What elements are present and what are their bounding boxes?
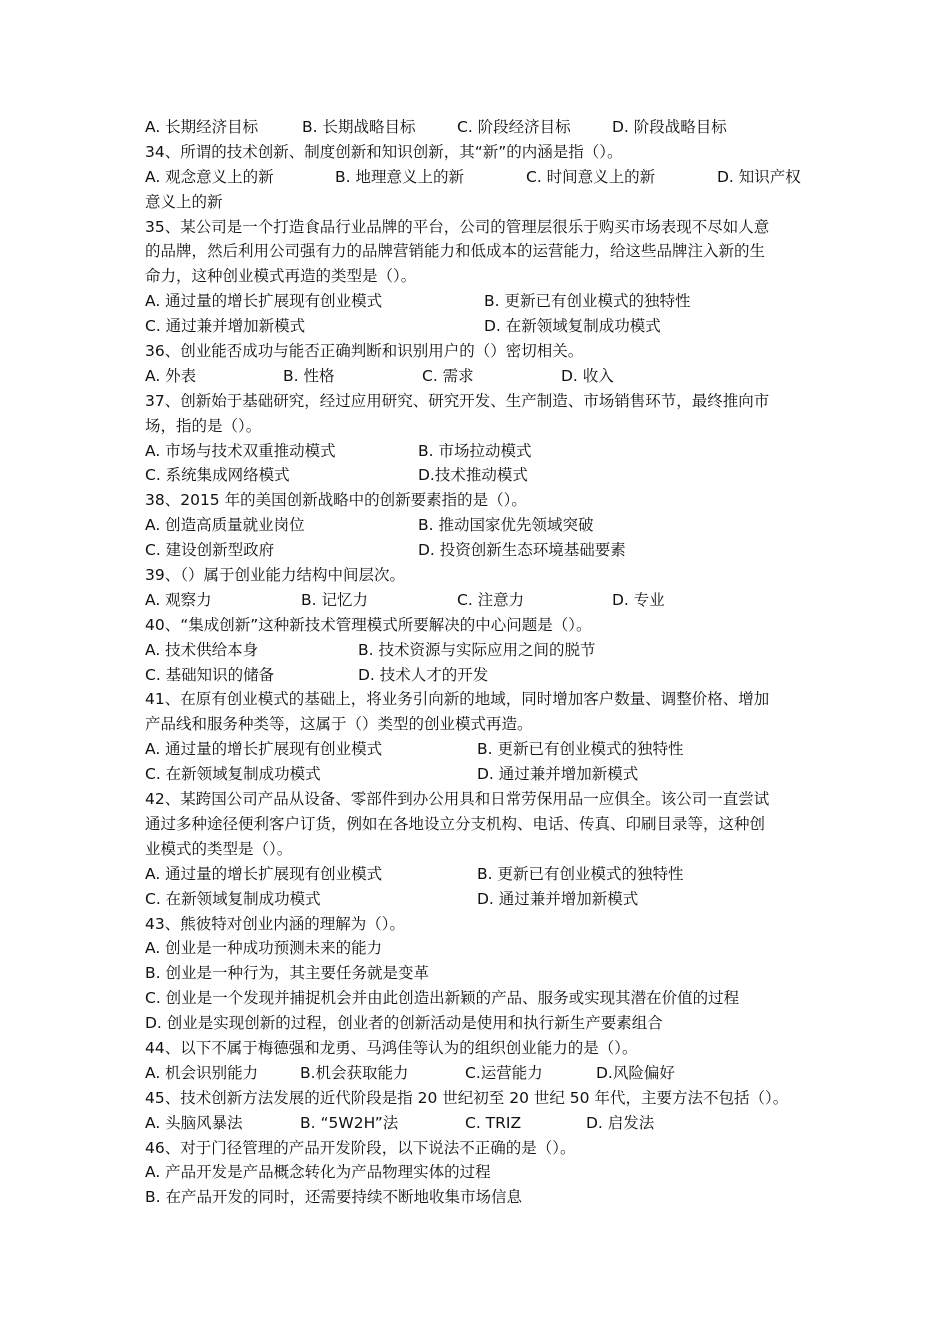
option-b: B.机会获取能力: [300, 1063, 409, 1082]
option-row: [145, 862, 810, 887]
option-row: [145, 364, 810, 389]
option-b: B. 更新已有创业模式的独特性: [477, 864, 684, 883]
option-a: A. 头脑风暴法: [145, 1113, 243, 1132]
question-44: 44、以下不属于梅德强和龙勇、马鸿佳等认为的组织创业能力的是（）。: [145, 1038, 638, 1057]
option-d: D. 技术人才的开发: [358, 665, 489, 684]
option-row: [145, 1111, 810, 1136]
question-38: 38、2015 年的美国创新战略中的创新要素指的是（）。: [145, 491, 527, 510]
option-d: D.技术推动模式: [418, 466, 528, 485]
question-41: 41、在原有创业模式的基础上，将业务引向新的地域，同时增加客户数量、调整价格、增加: [145, 690, 770, 709]
option-c: C. TRIZ: [465, 1113, 522, 1132]
option-row: [145, 513, 810, 538]
option-c: C. 系统集成网络模式: [145, 466, 290, 485]
question-42-cont: 通过多种途径便利客户订货，例如在各地设立分支机构、电话、传真、印刷目录等，这种创: [145, 814, 766, 833]
option-continuation: 意义上的新: [145, 192, 223, 211]
option-a: A. 观察力: [145, 590, 212, 609]
option-d: D. 在新领域复制成功模式: [484, 317, 661, 336]
option-row: [145, 638, 810, 663]
option-a: A. 技术供给本身: [145, 640, 259, 659]
option-row: [145, 762, 810, 787]
option-row: [145, 439, 810, 464]
option-d: D.风险偏好: [596, 1063, 675, 1082]
option-a: A. 创造高质量就业岗位: [145, 516, 305, 535]
option-b: B. 在产品开发的同时，还需要持续不断地收集市场信息: [145, 1188, 522, 1207]
option-b: B. 市场拉动模式: [418, 441, 532, 460]
question-37-cont: 场，指的是（）。: [145, 416, 262, 435]
option-a: A. 产品开发是产品概念转化为产品物理实体的过程: [145, 1163, 491, 1182]
option-a: A. 创业是一种成功预测未来的能力: [145, 939, 383, 958]
option-b: B. 更新已有创业模式的独特性: [477, 740, 684, 759]
option-c: C. 基础知识的储备: [145, 665, 275, 684]
option-a: A. 长期经济目标: [145, 118, 259, 136]
option-row: [145, 663, 810, 688]
question-37: 37、创新始于基础研究，经过应用研究、研究开发、生产制造、市场销售环节，最终推向市: [145, 391, 770, 410]
option-row: [145, 588, 810, 613]
option-d: D. 通过兼并增加新模式: [477, 765, 639, 784]
option-c: C. 在新领域复制成功模式: [145, 765, 321, 784]
option-c: C. 通过兼并增加新模式: [145, 317, 306, 336]
option-b: B. “5W2H”法: [300, 1113, 399, 1132]
option-a: A. 外表: [145, 366, 197, 385]
option-row: [145, 289, 810, 314]
option-c: C. 在新领域复制成功模式: [145, 889, 321, 908]
option-a: A. 机会识别能力: [145, 1063, 259, 1082]
option-a: A. 通过量的增长扩展现有创业模式: [145, 740, 383, 759]
option-row: [145, 314, 810, 339]
option-a: A. 通过量的增长扩展现有创业模式: [145, 864, 383, 883]
option-d: D. 收入: [561, 366, 614, 385]
option-b: B. 性格: [283, 366, 335, 385]
question-34: 34、所谓的技术创新、制度创新和知识创新，其“新”的内涵是指（）。: [145, 142, 623, 161]
option-d: D. 启发法: [586, 1113, 655, 1132]
option-a: A. 通过量的增长扩展现有创业模式: [145, 292, 383, 311]
option-d: D. 专业: [612, 590, 665, 609]
option-row: [145, 538, 810, 563]
question-42-cont: 业模式的类型是（）。: [145, 839, 293, 858]
option-row: [145, 887, 810, 912]
option-b: B. 技术资源与实际应用之间的脱节: [358, 640, 596, 659]
question-35-cont: 命力，这种创业模式再造的类型是（）。: [145, 267, 417, 286]
option-b: B. 长期战略目标: [302, 118, 416, 136]
option-d: D. 阶段战略目标: [612, 118, 727, 136]
option-c: C.运营能力: [465, 1063, 543, 1082]
option-c: C. 时间意义上的新: [526, 167, 656, 186]
option-b: B. 地理意义上的新: [335, 167, 464, 186]
option-b: B. 创业是一种行为，其主要任务就是变革: [145, 964, 429, 983]
question-40: 40、“集成创新”这种新技术管理模式所要解决的中心问题是（）。: [145, 615, 592, 634]
option-c: C. 阶段经济目标: [457, 118, 571, 136]
option-d: D. 通过兼并增加新模式: [477, 889, 639, 908]
option-c: C. 建设创新型政府: [145, 541, 275, 560]
option-a: A. 市场与技术双重推动模式: [145, 441, 336, 460]
question-list: [145, 115, 810, 1210]
option-row: [145, 1061, 810, 1086]
question-36: 36、创业能否成功与能否正确判断和识别用户的（）密切相关。: [145, 342, 584, 361]
question-42: 42、某跨国公司产品从设备、零部件到办公用具和日常劳保用品一应俱全。该公司一直尝试: [145, 790, 770, 809]
option-b: B. 推动国家优先领域突破: [418, 516, 594, 535]
question-46: 46、对于门径管理的产品开发阶段，以下说法不正确的是（）。: [145, 1138, 576, 1157]
question-35-cont: 的品牌，然后利用公司强有力的品牌营销能力和低成本的运营能力，给这些品牌注入新的生: [145, 242, 766, 261]
option-d: D. 创业是实现创新的过程，创业者的创新活动是使用和执行新生产要素组合: [145, 1014, 663, 1033]
question-35: 35、某公司是一个打造食品行业品牌的平台，公司的管理层很乐于购买市场表现不尽如人意: [145, 217, 770, 236]
option-c: C. 注意力: [457, 590, 525, 609]
option-a: A. 观念意义上的新: [145, 167, 274, 186]
question-45: 45、技术创新方法发展的近代阶段是指 20 世纪初至 20 世纪 50 年代，主要方法不包括（）。: [145, 1088, 789, 1107]
option-d: D. 知识产权: [717, 167, 801, 186]
option-c: C. 需求: [422, 366, 474, 385]
option-b: B. 记忆力: [301, 590, 368, 609]
question-43: 43、熊彼特对创业内涵的理解为（）。: [145, 914, 405, 933]
option-d: D. 投资创新生态环境基础要素: [418, 541, 626, 560]
option-c: C. 创业是一个发现并捕捉机会并由此创造出新颖的产品、服务或实现其潜在价值的过程: [145, 989, 740, 1008]
question-39: 39、（）属于创业能力结构中间层次。: [145, 566, 405, 585]
option-row: [145, 165, 810, 190]
option-row: [145, 737, 810, 762]
option-row: [145, 463, 810, 488]
question-41-cont: 产品线和服务种类等，这属于（）类型的创业模式再造。: [145, 715, 533, 734]
option-row: [145, 115, 810, 140]
option-b: B. 更新已有创业模式的独特性: [484, 292, 691, 311]
